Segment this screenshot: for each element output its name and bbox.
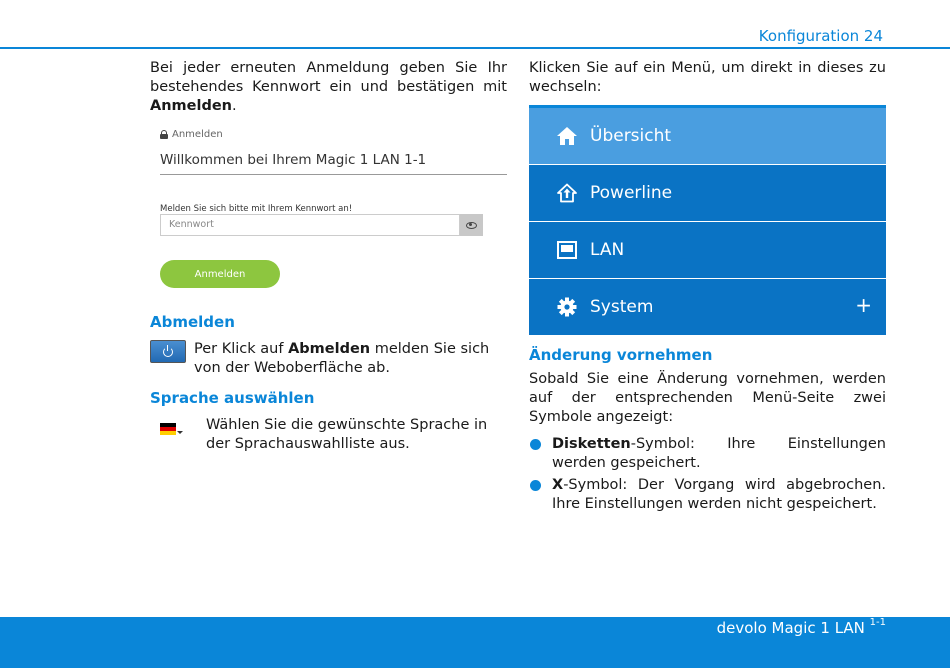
- abmelden-heading: Abmelden: [150, 313, 235, 331]
- abmelden-row: [150, 340, 507, 378]
- login-header: [160, 125, 223, 144]
- power-icon: [163, 347, 173, 357]
- german-flag-icon: [160, 423, 176, 435]
- sprache-row: [150, 416, 507, 454]
- gear-icon: [556, 296, 578, 318]
- login-header-label: Anmelden: [172, 129, 223, 140]
- expand-plus-icon[interactable]: +: [855, 293, 872, 317]
- menu-item-powerline[interactable]: [529, 165, 886, 222]
- menu-item-label: LAN: [590, 239, 625, 260]
- page-header-title: Konfiguration 24: [758, 27, 883, 45]
- aenderung-heading: Änderung vornehmen: [529, 346, 713, 364]
- menu-item-label: System: [590, 296, 654, 317]
- eye-icon: [466, 222, 477, 229]
- footer-text: devolo Magic 1 LAN: [716, 619, 865, 637]
- language-selector[interactable]: [150, 416, 206, 454]
- sprache-heading: Sprache auswählen: [150, 389, 315, 407]
- login-intro-end: .: [232, 98, 237, 114]
- right-column: [529, 59, 886, 517]
- menu-item-uebersicht[interactable]: [529, 108, 886, 165]
- left-column: [150, 59, 507, 454]
- login-intro-bold: Anmelden: [150, 98, 232, 114]
- lock-icon: [160, 130, 168, 139]
- aenderung-text: Sobald Sie eine Änderung vornehmen, werden auf der entsprechenden Menü-Seite zwei Symbole angezeigt:: [529, 371, 886, 425]
- abmelden-text: [194, 340, 507, 378]
- login-welcome-title: Willkommen bei Ihrem Magic 1 LAN 1-1: [160, 152, 427, 168]
- login-hint: Melden Sie sich bitte mit Ihrem Kennwort an!: [160, 204, 353, 214]
- bullet-text: -Symbol: Der Vorgang wird abgebrochen. Ihre Einstellungen werden nicht gespeichert.: [552, 477, 886, 512]
- bullet-text: -Symbol: Ihre Einstellungen werden gespeichert.: [552, 436, 886, 471]
- menu-item-label: Übersicht: [590, 125, 672, 146]
- login-intro-text: Bei jeder erneuten Anmeldung geben Sie Ihr bestehendes Kennwort ein und bestätigen mit: [150, 60, 507, 95]
- lan-icon: [556, 239, 578, 261]
- footer-sup: 1-1: [869, 617, 886, 628]
- password-input[interactable]: Kennwort: [160, 214, 460, 236]
- abmelden-pre: Per Klick auf: [194, 341, 289, 357]
- abmelden-bold: Abmelden: [288, 341, 371, 357]
- main-menu: [529, 105, 886, 335]
- caret-down-icon: [177, 431, 183, 434]
- home-icon: [556, 125, 578, 147]
- login-button[interactable]: Anmelden: [160, 260, 280, 288]
- logout-button[interactable]: [150, 340, 186, 363]
- list-item: [529, 476, 886, 514]
- menu-intro: Klicken Sie auf ein Menü, um direkt in dieses zu wechseln:: [529, 60, 886, 95]
- abmelden-post: melden Sie sich von der Weboberfläche ab.: [194, 341, 490, 376]
- powerline-icon: [556, 182, 578, 204]
- login-intro-paragraph: [150, 59, 507, 116]
- menu-item-system[interactable]: [529, 279, 886, 335]
- sprache-text: Wählen Sie die gewünschte Sprache in der Sprachauswahlliste aus.: [206, 417, 488, 452]
- login-divider: [160, 174, 507, 175]
- aenderung-list: [529, 435, 886, 514]
- show-password-button[interactable]: [460, 214, 483, 236]
- bullet-bold: X: [552, 477, 564, 493]
- login-screenshot: [150, 125, 507, 311]
- menu-item-lan[interactable]: [529, 222, 886, 279]
- list-item: [529, 435, 886, 473]
- page-footer: [0, 617, 950, 668]
- menu-item-label: Powerline: [590, 182, 673, 203]
- header-rule: [0, 47, 950, 49]
- footer-product-name: [717, 619, 886, 637]
- bullet-bold: Disketten: [552, 436, 631, 452]
